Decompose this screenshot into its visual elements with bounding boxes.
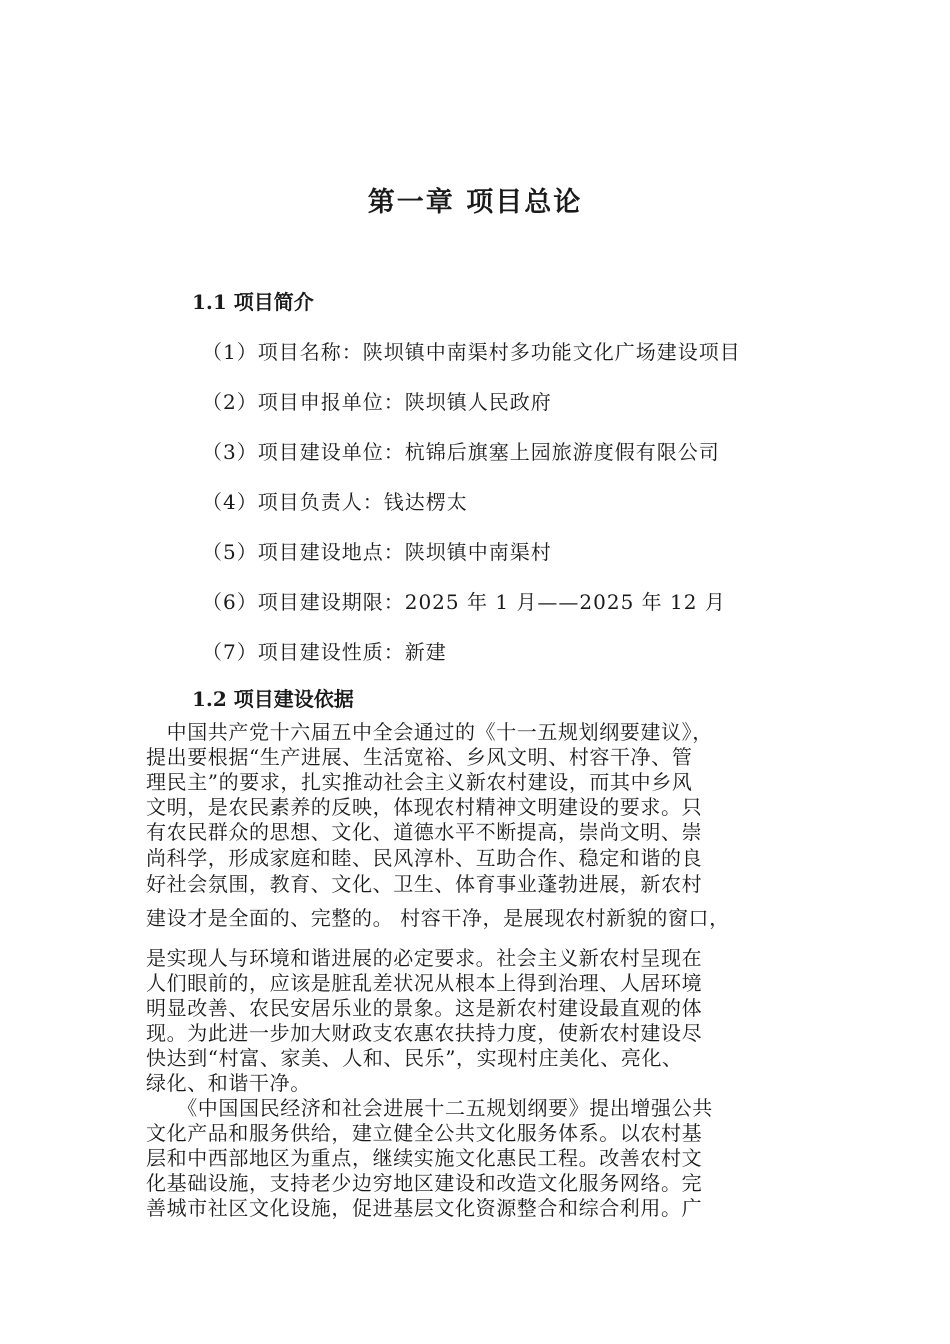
body-line: 中国共产党十六届五中全会通过的《十一五规划纲要建议》， [146,720,713,744]
body-line: 层和中西部地区为重点，继续实施文化惠民工程。改善农村文 [146,1146,703,1170]
applicant-item: （2）项目申报单位：陕坝镇人民政府 [202,390,552,414]
body-line: 是实现人与环境和谐进展的必定要求。社会主义新农村呈现在 [146,946,703,970]
builder-item: （3）项目建设单位：杭锦后旗塞上园旅游度假有限公司 [202,440,720,464]
chapter-title: 第一章 项目总论 [367,187,583,218]
responsible-person-item: （4）项目负责人：钱达楞太 [202,490,468,514]
body-line: 快达到“村富、家美、人和、民乐”，实现村庄美化、亮化、 [146,1046,683,1070]
body-line: 文化产品和服务供给，建立健全公共文化服务体系。以农村基 [146,1121,703,1145]
nature-item: （7）项目建设性质：新建 [202,640,447,664]
body-line: 文明，是农民素养的反映，体现农村精神文明建设的要求。只 [146,795,703,819]
body-line: 现。为此进一步加大财政支农惠农扶持力度，使新农村建设尽 [146,1021,703,1045]
body-line: 有农民群众的思想、文化、道德水平不断提高，崇尚文明、崇 [146,820,703,844]
body-line: 尚科学，形成家庭和睦、民风淳朴、互助合作、稳定和谐的良 [146,846,703,870]
body-line: 明显改善、农民安居乐业的景象。这是新农村建设最直观的体 [146,996,703,1020]
location-item: （5）项目建设地点：陕坝镇中南渠村 [202,540,552,564]
body-line: 人们眼前的，应该是脏乱差状况从根本上得到治理、人居环境 [146,971,703,995]
body-line: 绿化、和谐干净。 [146,1071,311,1095]
period-item: （6）项目建设期限：2025 年 1 月——2025 年 12 月 [202,590,726,614]
section-heading-1-1: 1.1 项目简介 [192,290,314,314]
project-name-item: （1）项目名称：陕坝镇中南渠村多功能文化广场建设项目 [202,340,741,364]
body-line: 《中国国民经济和社会进展十二五规划纲要》提出增强公共 [146,1096,713,1120]
body-line: 善城市社区文化设施，促进基层文化资源整合和综合利用。广 [146,1196,703,1220]
section-heading-1-2: 1.2 项目建设依据 [192,687,354,711]
body-line: 理民主”的要求，扎实推动社会主义新农村建设，而其中乡风 [146,770,693,794]
body-line: 好社会氛围，教育、文化、卫生、体育事业蓬勃进展，新农村 [146,872,703,896]
body-line: 建设才是全面的、完整的。 村容干净，是展现农村新貌的窗口， [146,906,730,930]
body-line: 化基础设施，支持老少边穷地区建设和改造文化服务网络。完 [146,1171,703,1195]
body-line: 提出要根据“生产进展、生活宽裕、乡风文明、村容干净、管 [146,745,693,769]
